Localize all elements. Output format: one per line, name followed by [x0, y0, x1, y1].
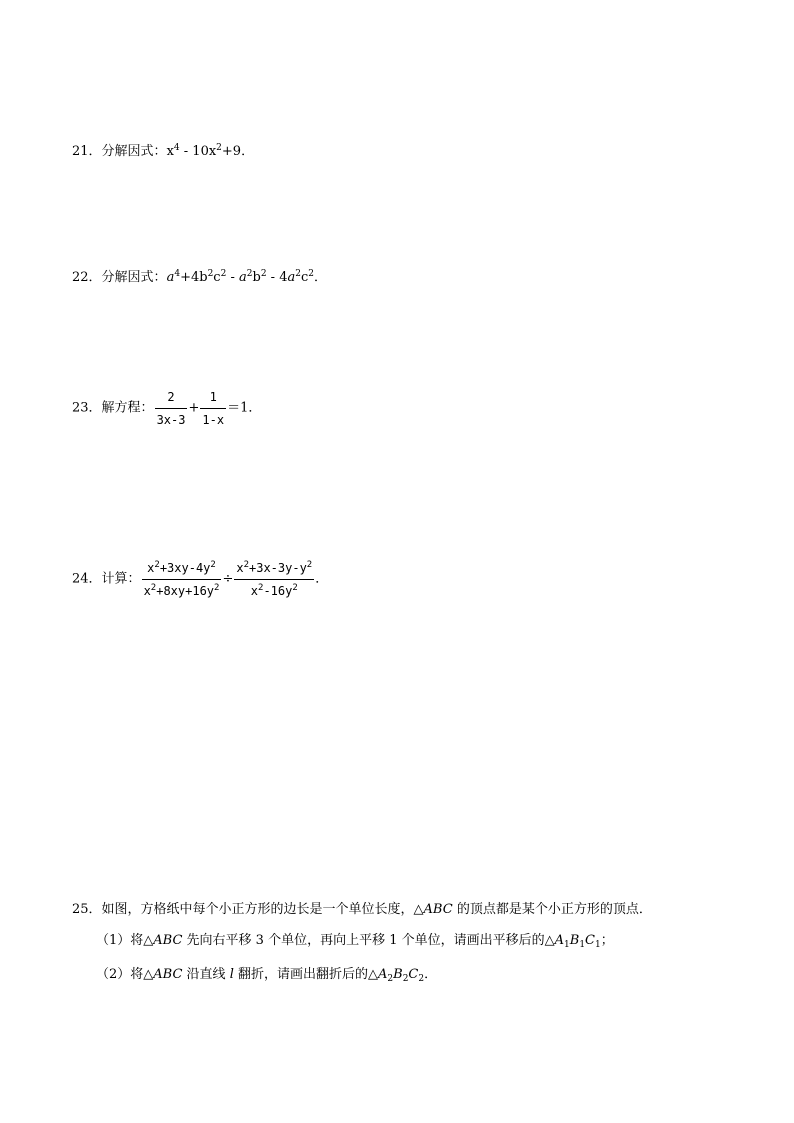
question-25: 25．如图，方格纸中每个小正方形的边长是一个单位长度，△ABC 的顶点都是某个小正方形的顶点．: [72, 902, 652, 917]
divide-sign: ÷: [222, 571, 234, 587]
question-number: 22．: [72, 270, 102, 285]
question-prompt: 分解因式：: [101, 270, 167, 285]
question-25-part-2: （2）将△ABC 沿直线 l 翻折，请画出翻折后的$\triangle A_2B_2C_2$．: [96, 967, 438, 984]
question-25-part-1: （1）将△ABC 先向右平移 3 个单位，再向上平移 1 个单位，请画出平移后的$\triangle A_1B_1C_1$；: [96, 933, 614, 950]
fraction-1: $\frac{x^2+3xy-4y^2}{x^2+8xy+16y^2}$: [143, 560, 220, 598]
question-24: [72, 558, 328, 601]
question-number: 24．: [72, 571, 102, 587]
equation-rhs: ＝1．: [227, 400, 262, 416]
question-number: 21．: [72, 144, 102, 159]
question-23: [72, 387, 261, 430]
expression: $x^4 - 10x^2+9$．: [166, 143, 255, 159]
question-21: [72, 142, 254, 162]
expression: $a^4+4b^2c^2 - a^2b^2 - 4a^2c^2$．: [166, 269, 328, 285]
fraction-2: $\frac{x^2+3x-3y-y^2}{x^2-16y^2}$: [236, 560, 313, 598]
question-prompt: 解方程：: [101, 400, 154, 416]
question-22: [72, 268, 327, 288]
plus-sign: +: [188, 400, 200, 416]
question-prompt: 分解因式：: [101, 144, 167, 159]
fraction-2: $\frac{1}{1-x}$: [200, 387, 226, 430]
question-number: 23．: [72, 400, 102, 416]
question-number: 25．: [72, 902, 102, 917]
period: ．: [315, 571, 329, 587]
question-prompt: 计算：: [101, 571, 141, 587]
fraction-1: $\frac{2}{3x-3}$: [155, 387, 188, 430]
